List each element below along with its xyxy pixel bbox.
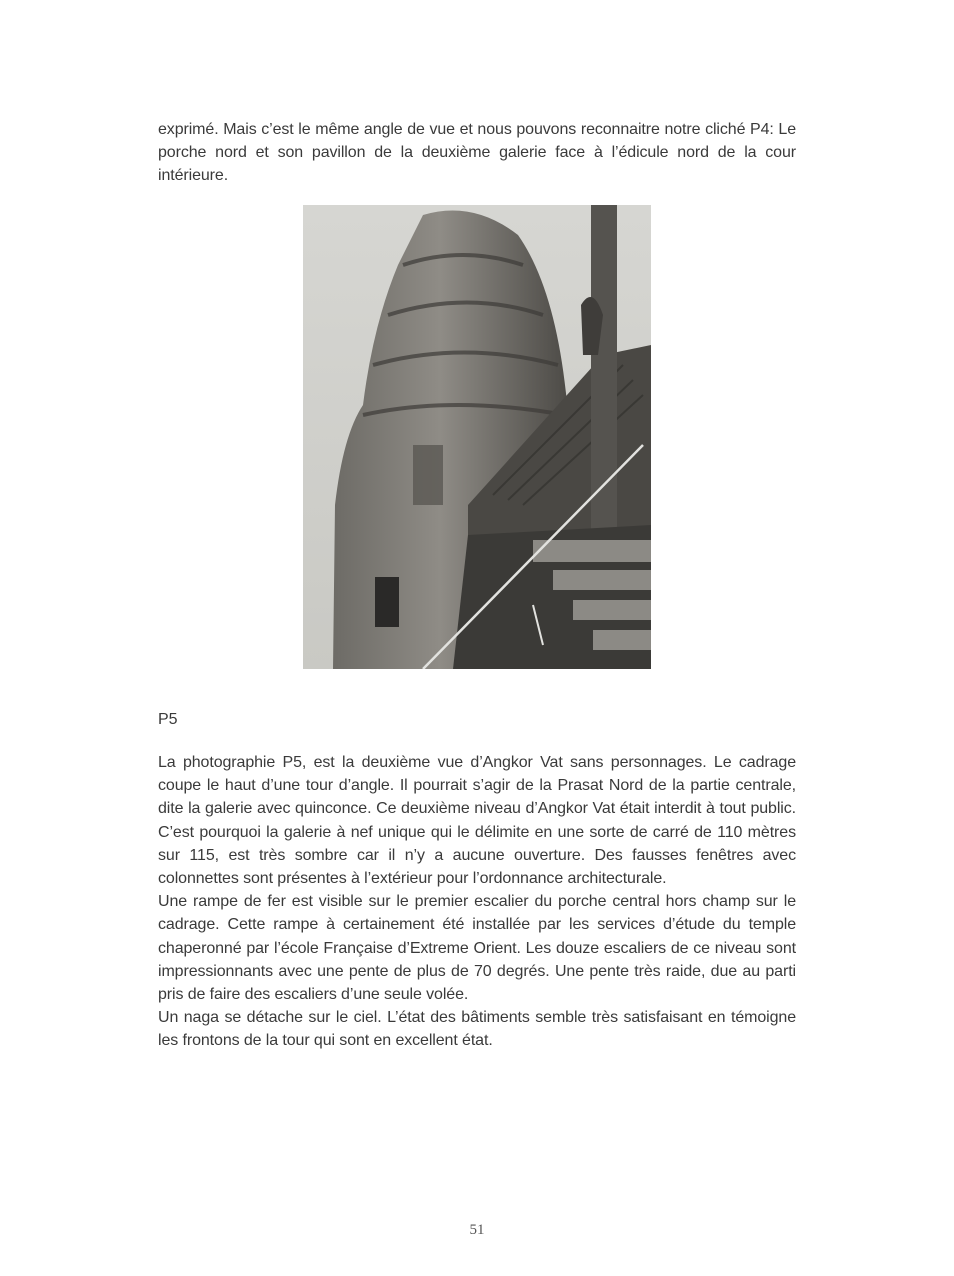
section-heading: P5 — [158, 711, 178, 728]
body-paragraph: La photographie P5, est la deuxième vue d’Angkor Vat sans personnages. Le cadrage coupe le haut d’une tour d’angle. Il pourrait s’agir de la Prasat Nord de la partie centrale, dite la galerie avec quinconce. Ce deuxième niveau d’Angkor Vat était interdit à tout public. C’est pourquoi la galerie à nef unique qui le délimite en une sorte de carré de 110 mètres sur 115, est très sombre car il n’y a aucune ouverture. Des fausses fenêtres avec colonnettes sont présentes à l’extérieur pour l’ordonnance architecturale. — [158, 754, 796, 888]
intro-paragraph: exprimé. Mais c’est le même angle de vue et nous pouvons reconnaitre notre cliché P4: Le porche nord et son pavillon de la deuxième galerie face à l’édicule nord de la cour intérieure. — [158, 121, 796, 185]
section-body — [158, 751, 796, 1053]
body-paragraph: Un naga se détache sur le ciel. L’état des bâtiments semble très satisfaisant en témoigne les frontons de la tour qui sont en excellent état. — [158, 1009, 796, 1050]
photograph-angkor-tower — [303, 205, 651, 669]
page-number: 51 — [469, 1222, 485, 1238]
body-paragraph: Une rampe de fer est visible sur le premier escalier du porche central hors champ sur le cadrage. Cette rampe à certainement été installée par les services d’étude du temple chaperonné par l’école Française d’Extreme Orient. Les douze escaliers de ce niveau sont impressionnants avec une pente de plus de 70 degrés. Une pente très raide, due au parti pris de faire des escaliers d’une seule volée. — [158, 893, 796, 1004]
